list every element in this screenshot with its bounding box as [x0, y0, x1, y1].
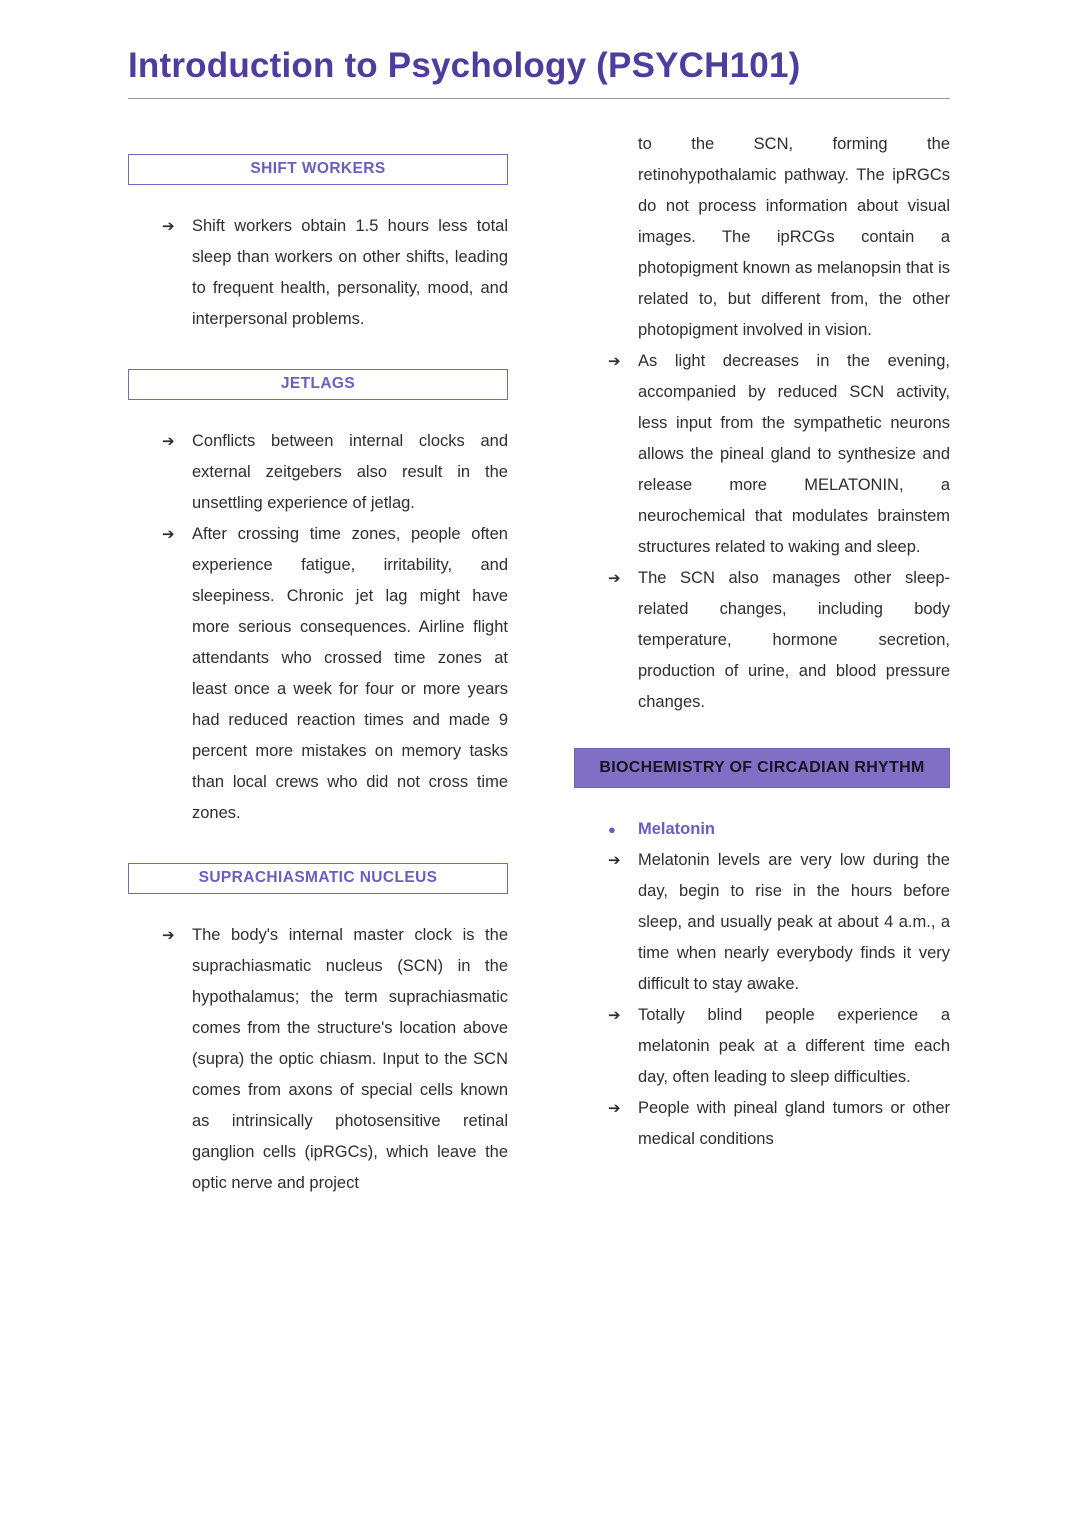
list-item — [574, 814, 950, 845]
list-item — [574, 563, 950, 718]
arrow-bullet-icon: ➔ — [162, 433, 175, 450]
list-item-text: People with pineal gland tumors or other medical conditions — [638, 1099, 950, 1148]
two-column-layout — [128, 129, 950, 1199]
section-heading-label: BIOCHEMISTRY OF CIRCADIAN RHYTHM — [599, 759, 925, 776]
section-heading-suprachiasmatic-nucleus — [128, 863, 508, 894]
arrow-bullet-icon: ➔ — [162, 927, 175, 944]
arrow-bullet-icon: ➔ — [162, 526, 175, 543]
arrow-bullet-icon: ➔ — [608, 852, 621, 869]
list-item-text: The SCN also manages other sleep-related changes, including body temperature, hormone secretion, production of urine, and blood pressure changes. — [638, 569, 950, 711]
list-item — [574, 346, 950, 563]
left-column — [128, 129, 508, 1199]
subheading-melatonin: Melatonin — [638, 820, 715, 838]
section-heading-shift-workers — [128, 154, 508, 185]
list-item-text: The body's internal master clock is the suprachiasmatic nucleus (SCN) in the hypothalamus; the term suprachiasmatic comes from the structure's location above (supra) the optic chiasm. Input to the SCN comes from axons of special cells known as intrinsically photosensitive retinal ganglion cells (ipRGCs), which leave the optic nerve and project — [192, 926, 508, 1192]
arrow-bullet-icon: ➔ — [608, 1100, 621, 1117]
list-item — [128, 519, 508, 829]
right-column — [574, 129, 950, 1155]
title-divider — [128, 98, 950, 99]
arrow-bullet-icon: ➔ — [608, 353, 621, 370]
section-heading-label: JETLAGS — [280, 375, 356, 392]
list-item — [128, 211, 508, 335]
arrow-bullet-icon: ➔ — [162, 218, 175, 235]
list-item-text: As light decreases in the evening, accompanied by reduced SCN activity, less input from the sympathetic neurons allows the pineal gland to synthesize and release more MELATONIN, a neurochemical that modulates brainstem structures related to waking and sleep. — [638, 352, 950, 556]
arrow-bullet-icon: ➔ — [608, 1007, 621, 1024]
section-heading-biochemistry-of-circadian-rhythm — [574, 748, 950, 788]
list-item — [574, 1093, 950, 1155]
list-item — [128, 426, 508, 519]
continued-paragraph: to the SCN, forming the retinohypothalamic pathway. The ipRGCs do not process information about visual images. The ipRCGs contain a photopigment known as melanopsin that is related to, but different from, the other photopigment involved in vision. — [638, 135, 950, 339]
section-heading-label: SHIFT WORKERS — [250, 160, 386, 177]
list-item — [574, 845, 950, 1000]
dot-bullet-icon: ● — [608, 822, 616, 837]
section-heading-label: SUPRACHIASMATIC NUCLEUS — [198, 869, 438, 886]
list-item — [128, 920, 508, 1199]
list-item — [574, 1000, 950, 1093]
page-title: Introduction to Psychology (PSYCH101) — [128, 46, 801, 85]
section-heading-jetlags — [128, 369, 508, 400]
list-item-text: After crossing time zones, people often experience fatigue, irritability, and sleepiness. Chronic jet lag might have more serious consequences. Airline flight attendants who crossed time zones at least once a week for four or more years had reduced reaction times and made 9 percent more mistakes on memory tasks than local crews who did not cross time zones. — [192, 525, 508, 822]
list-item-text: Shift workers obtain 1.5 hours less total sleep than workers on other shifts, leading to frequent health, personality, mood, and interpersonal problems. — [192, 217, 508, 328]
list-item-text: Melatonin levels are very low during the day, begin to rise in the hours before sleep, and usually peak at about 4 a.m., a time when nearly everybody finds it very difficult to stay awake. — [638, 851, 950, 993]
list-item-text: Conflicts between internal clocks and external zeitgebers also result in the unsettling experience of jetlag. — [192, 432, 508, 512]
list-item-text: Totally blind people experience a melatonin peak at a different time each day, often leading to sleep difficulties. — [638, 1006, 950, 1086]
arrow-bullet-icon: ➔ — [608, 570, 621, 587]
